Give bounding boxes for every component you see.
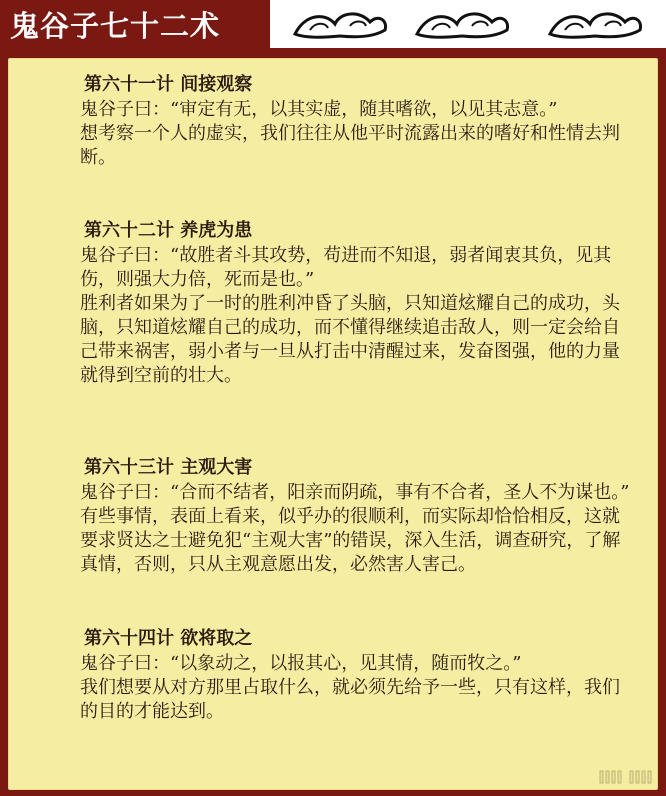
- section-title: 第六十四计 欲将取之: [84, 628, 253, 649]
- section-63: [80, 457, 636, 577]
- section-explanation: 我们想要从对方那里占取什么，就必须先给予一些，只有这样，我们的目的才能达到。: [80, 677, 620, 722]
- section-64: [80, 628, 636, 724]
- section-explanation: 有些事情，表面上看来，似乎办的很顺利，而实际却恰恰相反，这就要求贤达之士避免犯“主观大害”的错误，深入生活，调查研究，了解真情，否则，只从主观意愿出发，必然害人害己。: [80, 506, 621, 575]
- section-title: 第六十三计 主观大害: [84, 457, 253, 478]
- cloud-ornament-icon: [545, 4, 645, 44]
- cloud-ornament-icon: [290, 4, 390, 44]
- section-title: 第六十一计 间接观察: [84, 74, 253, 95]
- watermark-bars-icon: [598, 768, 622, 786]
- cloud-ornament-icon: [412, 4, 512, 44]
- section-quote: 鬼谷子曰：“合而不结者，阳亲而阴疏，事有不合者，圣人不为谋也。”: [80, 482, 630, 503]
- section-61: [80, 74, 636, 170]
- section-62: [80, 220, 636, 388]
- header-bar: [0, 0, 666, 48]
- section-title: 第六十二计 养虎为患: [84, 220, 253, 241]
- section-quote: 鬼谷子曰：“以象动之，以报其心，见其情，随而牧之。”: [80, 653, 522, 674]
- watermark-bars-icon: [628, 768, 652, 786]
- page-title: 鬼谷子七十二术: [0, 0, 270, 48]
- section-explanation: 想考察一个人的虚实，我们往往从他平时流露出来的嗜好和性情去判断。: [80, 123, 620, 168]
- section-explanation: 胜利者如果为了一时的胜利冲昏了头脑，只知道炫耀自己的成功，头脑，只知道炫耀自己的成功，而不懂得继续追击敌人，则一定会给自己带来祸害，弱小者与一旦从打击中清醒过来，发奋图强，他的力量就得到空前的壮大。: [80, 293, 620, 386]
- watermark-logo: [598, 768, 652, 786]
- section-quote: 鬼谷子曰：“故胜者斗其攻势，苟进而不知退，弱者闻衷其负，见其伤，则强大力倍，死而是也。”: [80, 245, 612, 290]
- section-quote: 鬼谷子曰：“审定有无，以其实虚，随其嗜欲，以见其志意。”: [80, 99, 558, 120]
